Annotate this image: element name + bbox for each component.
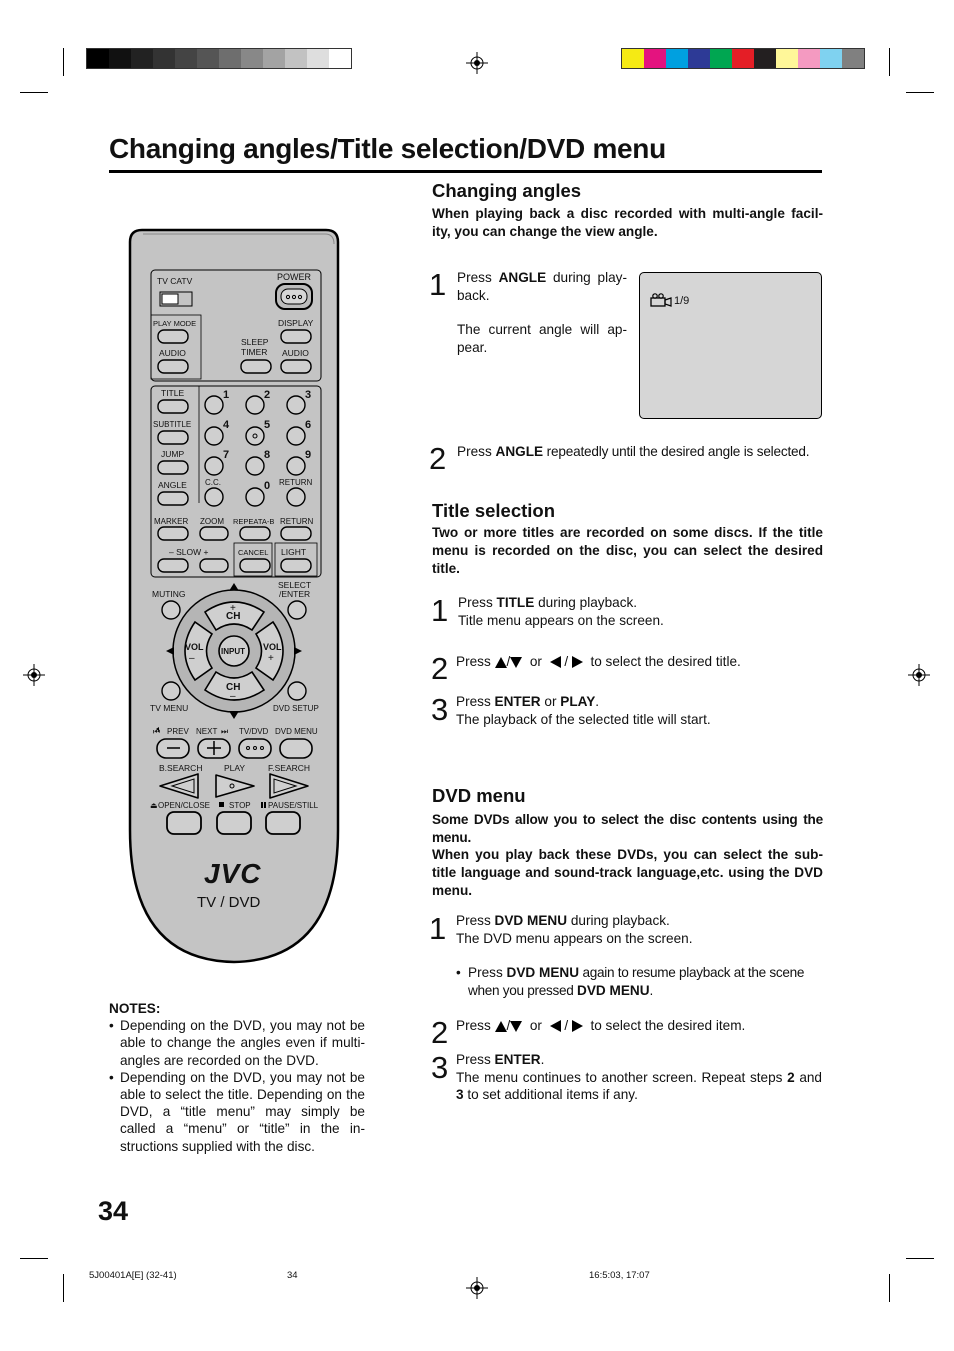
osd-screen	[639, 272, 822, 419]
dvd-step2-text: Press / or / to select the desired item.	[456, 1018, 746, 1033]
remote-label-jump: JUMP	[161, 449, 185, 459]
remote-label-pause-still: PAUSE/STILL	[268, 801, 319, 810]
color-swatch	[776, 49, 798, 68]
remote-digit-5: 5	[264, 419, 271, 431]
remote-label-select: SELECT	[278, 580, 312, 590]
remote-label-play-mode: PLAY MODE	[153, 319, 197, 328]
dvd-step3-text: Press ENTER. The menu continues to another screen. Repeat steps 2 and 3 to set additional items if any.	[456, 1052, 822, 1102]
gray-swatch	[109, 49, 131, 68]
remote-label-cc: C.C.	[205, 478, 221, 487]
color-calibration-bar	[621, 48, 865, 69]
gray-swatch	[153, 49, 175, 68]
gray-swatch	[175, 49, 197, 68]
title-step1-text: Press TITLE during playback. Title menu appears on the screen.	[458, 595, 664, 628]
footer-timestamp: 16:5:03, 17:07	[589, 1270, 650, 1281]
angles-step2-text: Press ANGLE repeatedly until the desired angle is selected.	[457, 444, 810, 459]
remote-digit-9: 9	[305, 449, 312, 461]
gray-swatch	[263, 49, 285, 68]
remote-label-dvd-setup: DVD SETUP	[273, 704, 319, 713]
remote-label-dvd-menu: DVD MENU	[275, 727, 318, 736]
angles-step1-number: 1	[429, 267, 447, 302]
remote-label-return-num: RETURN	[279, 478, 313, 487]
remote-label-open-close: OPEN/CLOSE	[158, 801, 211, 810]
gray-swatch	[131, 49, 153, 68]
color-swatch	[754, 49, 776, 68]
title-step3-number: 3	[431, 692, 449, 727]
gray-swatch	[87, 49, 109, 68]
remote-label-prev: PREV	[167, 727, 189, 736]
dvd-menu-lead-1: Some DVDs allow you to select the disc contents using the menu.	[432, 812, 823, 845]
note-item: • Depending on the DVD, you may not be able to select the title. Depending on the DVD, a “title menu” may simply be called a “menu” or “title” in the in- structions supplied with the disc.	[109, 1069, 365, 1155]
gray-swatch	[219, 49, 241, 68]
left-arrow-icon	[550, 1020, 561, 1032]
remote-label-power: POWER	[277, 272, 312, 282]
remote-label-sleep: SLEEP	[241, 337, 269, 347]
remote-label-light: LIGHT	[281, 547, 307, 557]
remote-digit-4: 4	[223, 419, 230, 431]
bullet-icon: •	[456, 965, 461, 980]
stop-icon	[219, 802, 224, 807]
angles-step1-note: The current angle will ap- pear.	[457, 322, 627, 355]
remote-label-input: INPUT	[221, 647, 245, 656]
title-step2-number: 2	[431, 651, 449, 686]
color-swatch	[732, 49, 754, 68]
color-swatch	[666, 49, 688, 68]
camera-angle-icon	[650, 293, 672, 307]
remote-label-slow: – SLOW +	[169, 547, 209, 557]
remote-label-display: DISPLAY	[278, 318, 314, 328]
dvd-step2-number: 2	[431, 1015, 449, 1050]
remote-label-stop: STOP	[229, 801, 251, 810]
remote-minus-icon: –	[230, 691, 236, 702]
down-arrow-icon	[510, 1021, 522, 1032]
remote-control-illustration	[128, 228, 340, 964]
remote-label-next: NEXT	[196, 727, 218, 736]
color-swatch	[798, 49, 820, 68]
next-icon: ⏭	[221, 727, 229, 736]
remote-label-play: PLAY	[224, 763, 246, 773]
title-selection-lead: Two or more titles are recorded on some discs. If the title menu is recorded on the disc, you can select the desired title.	[432, 525, 823, 576]
remote-label-audio-right: AUDIO	[282, 348, 309, 358]
remote-label-angle: ANGLE	[158, 480, 187, 490]
gray-swatch	[329, 49, 351, 68]
angle-readout: 1/9	[674, 295, 690, 307]
title-step2-text: Press / or / to select the desired title.	[456, 654, 741, 669]
angles-step1-text: Press ANGLE during play- back.	[457, 270, 627, 303]
color-swatch	[710, 49, 732, 68]
prev-icon: ⏮	[153, 727, 161, 736]
dvd-step1-number: 1	[429, 911, 447, 946]
remote-label-tv-dvd: TV/DVD	[239, 727, 269, 736]
remote-digit-0: 0	[264, 480, 271, 492]
remote-label-muting: MUTING	[152, 589, 186, 599]
remote-plus-icon: +	[230, 603, 236, 614]
dvd-menu-lead-2: When you play back these DVDs, you can select the sub- title language and sound-track language,etc. using the DVD menu.	[432, 847, 823, 898]
remote-digit-3: 3	[305, 389, 312, 401]
remote-label-vol-left: VOL	[185, 642, 204, 652]
color-swatch	[622, 49, 644, 68]
remote-label-return: RETURN	[280, 517, 314, 526]
remote-brand-logo: JVC	[204, 858, 262, 889]
remote-label-tv-menu: TV MENU	[150, 703, 189, 713]
changing-angles-heading: Changing angles	[432, 180, 582, 201]
registration-mark-icon	[908, 664, 930, 686]
up-arrow-icon	[495, 1021, 507, 1032]
footer-page: 34	[287, 1270, 298, 1281]
remote-label-b-search: B.SEARCH	[159, 763, 203, 773]
remote-label-subtitle: SUBTITLE	[153, 420, 192, 429]
remote-minus-icon: –	[189, 653, 195, 664]
note-item: • Depending on the DVD, you may not be able to change the angles even if multi-angles are recorded on the DVD.	[109, 1017, 365, 1069]
color-swatch	[688, 49, 710, 68]
color-swatch	[820, 49, 842, 68]
remote-digit-7: 7	[223, 449, 230, 461]
registration-mark-icon	[466, 1277, 488, 1299]
remote-plus-icon: +	[268, 653, 274, 664]
title-rule	[109, 170, 822, 173]
dvd-menu-heading: DVD menu	[432, 785, 526, 806]
title-step3-text: Press ENTER or PLAY. The playback of the selected title will start.	[456, 694, 711, 727]
dvd-step3-number: 3	[431, 1050, 449, 1085]
notes-heading: NOTES:	[109, 1001, 161, 1016]
eject-icon: ⏏	[150, 801, 158, 810]
remote-digit-2: 2	[264, 389, 271, 401]
title-step1-number: 1	[431, 593, 449, 628]
angles-step2-number: 2	[429, 441, 447, 476]
remote-digit-6: 6	[305, 419, 312, 431]
remote-label-audio-left: AUDIO	[159, 348, 186, 358]
gray-swatch	[197, 49, 219, 68]
grayscale-calibration-bar	[86, 48, 352, 69]
remote-digit-1: 1	[223, 389, 230, 401]
up-arrow-icon	[495, 657, 507, 668]
remote-model-label: TV / DVD	[197, 894, 261, 911]
registration-mark-icon	[23, 664, 45, 686]
left-arrow-icon	[550, 656, 561, 668]
remote-digit-8: 8	[264, 449, 271, 461]
registration-mark-icon	[466, 52, 488, 74]
title-selection-heading: Title selection	[432, 500, 556, 521]
color-swatch	[842, 49, 864, 68]
changing-angles-lead: When playing back a disc recorded with multi-angle facil- ity, you can change the view angle.	[432, 206, 823, 239]
color-swatch	[644, 49, 666, 68]
dvd-step1-bullet: • Press DVD MENU again to resume playback at the scene when you pressed DVD MENU.	[456, 965, 805, 998]
remote-label-vol-right: VOL	[263, 642, 282, 652]
remote-label-title: TITLE	[161, 388, 185, 398]
right-arrow-icon	[572, 656, 583, 668]
remote-label-enter: /ENTER	[279, 589, 311, 599]
remote-label-ch-up: CH	[226, 611, 241, 622]
gray-swatch	[285, 49, 307, 68]
gray-swatch	[241, 49, 263, 68]
page-number: 34	[98, 1196, 129, 1226]
remote-label-f-search: F.SEARCH	[268, 763, 311, 773]
remote-label-zoom: ZOOM	[200, 517, 224, 526]
footer-code: 5J00401A[E] (32-41)	[89, 1270, 177, 1281]
remote-label-repeat-ab: REPEATA-B	[233, 517, 275, 526]
gray-swatch	[307, 49, 329, 68]
remote-label-marker: MARKER	[154, 517, 189, 526]
remote-label-timer: TIMER	[241, 347, 268, 357]
page-title: Changing angles/Title selection/DVD menu	[109, 133, 666, 164]
down-arrow-icon	[510, 657, 522, 668]
right-arrow-icon	[572, 1020, 583, 1032]
notes-block	[109, 1000, 365, 1155]
remote-label-cancel: CANCEL	[238, 548, 269, 557]
remote-label-tv-catv: TV CATV	[157, 276, 193, 286]
remote-label-ch-down: CH	[226, 682, 241, 693]
dvd-step1-text: Press DVD MENU during playback. The DVD menu appears on the screen.	[456, 913, 693, 946]
